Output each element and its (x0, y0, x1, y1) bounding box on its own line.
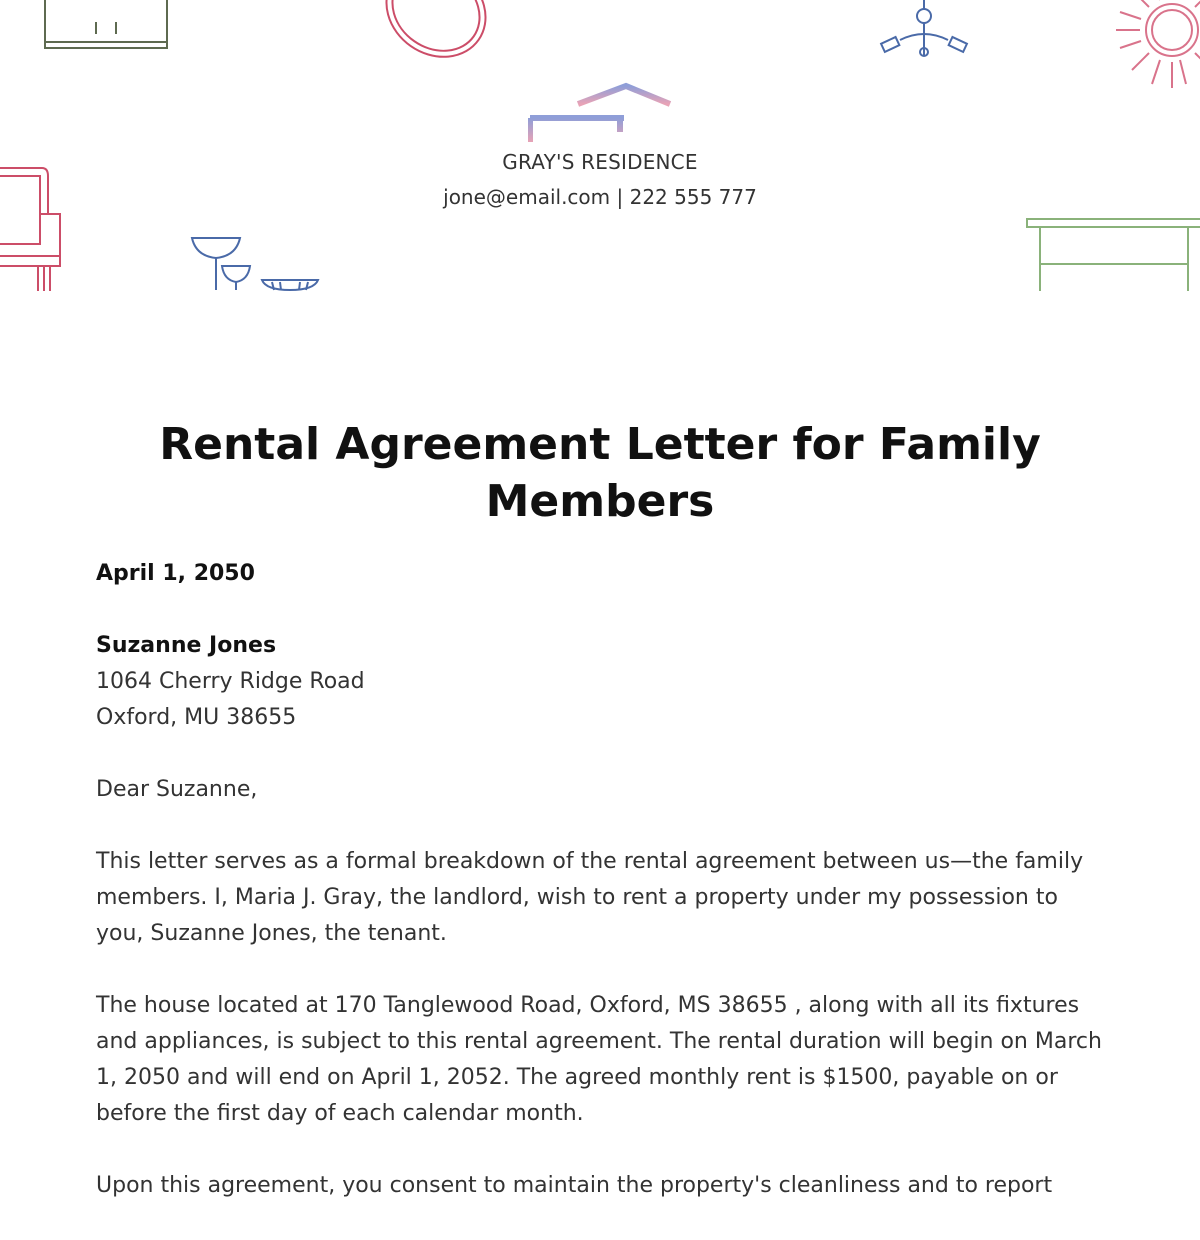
contact-info: jone@email.com | 222 555 777 (443, 185, 757, 209)
recipient-name: Suzanne Jones (96, 633, 277, 658)
recipient-address-line-2: Oxford, MU 38655 (96, 705, 297, 730)
letterhead (0, 0, 1200, 300)
org-name: GRAY'S RESIDENCE (502, 150, 698, 174)
letter-date: April 1, 2050 (96, 561, 255, 586)
recipient-address-line-1: 1064 Cherry Ridge Road (96, 669, 365, 694)
house-logo-icon (528, 82, 676, 144)
body-paragraph: This letter serves as a formal breakdown of the rental agreement between us—the family members. I, Maria J. Gray, the landlord, wish to rent a property under my possession to you, Suzanne Jones, the tenant. (96, 849, 1084, 946)
letter-body (96, 556, 1106, 1240)
body-paragraph: The house located at 170 Tanglewood Road, Oxford, MS 38655 , along with all its fixtures and appliances, is subject to this rental agreement. The rental duration will begin on March 1, 2050 and will end on April 1, 2052. The agreed monthly rent is $1500, payable on or before the first day of each calendar month. (96, 993, 1102, 1126)
document-title: Rental Agreement Letter for Family Members (159, 419, 1041, 527)
recipient-block (96, 628, 1106, 736)
salutation: Dear Suzanne, (96, 777, 258, 802)
body-paragraph: Upon this agreement, you consent to maintain the property's cleanliness and to report (96, 1173, 1053, 1198)
